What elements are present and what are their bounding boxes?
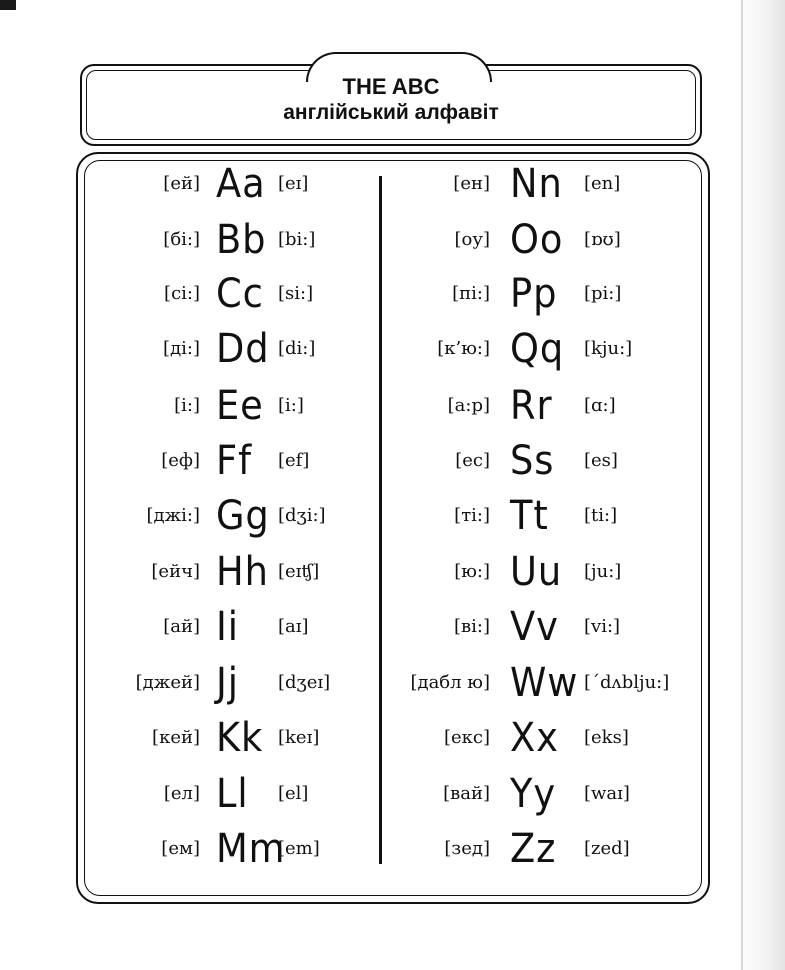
letter-glyphs: Rr [510,383,553,429]
letter-glyphs: Ff [216,438,252,484]
letter-glyphs: Uu [510,549,563,595]
english-transcription-text: [dʒi:] [278,505,326,526]
english-transcription-text: [ef] [278,450,310,471]
ukrainian-transcription [0,384,490,428]
ukrainian-transcription [0,605,490,649]
ukrainian-transcription [0,439,490,483]
english-transcription-text: [waɪ] [584,783,630,804]
letter-glyphs: Aa [216,161,266,207]
ukrainian-transcription [0,716,490,760]
letter-glyphs: Ii [216,604,239,650]
english-transcription-text: [kju:] [584,338,633,359]
ukrainian-transcription [0,327,490,371]
english-transcription-text: [eks] [584,727,629,748]
english-transcription-text: [bi:] [278,229,316,250]
page-edge-shadow [736,0,785,970]
ukrainian-transcription-text: [ем] [161,838,200,859]
ukrainian-transcription [0,661,490,705]
scan-corner-mark [0,0,16,10]
page-subtitle: англійський алфавіт [283,101,499,124]
letter-glyphs: Vv [510,604,559,650]
ukrainian-transcription-text: [ел] [163,783,200,804]
letter-glyphs: Oo [510,217,564,263]
letter-glyphs: Kk [216,715,264,761]
ukrainian-transcription-text: [ес] [455,450,490,471]
letter-glyphs: Nn [510,161,563,207]
english-transcription-text: [eɪʧ] [278,561,320,582]
english-transcription-text: [eɪ] [278,173,309,194]
letter-glyphs: Ee [216,383,264,429]
ukrainian-transcription-text: [кей] [152,727,200,748]
english-transcription-text: [dʒeɪ] [278,672,331,693]
english-transcription-text: [el] [278,783,309,804]
english-transcription-text: [vi:] [584,616,621,637]
page-edge-line [741,0,743,970]
ukrainian-transcription-text: [і:] [174,395,200,416]
letter-glyphs: Pp [510,271,558,317]
ukrainian-transcription [0,772,490,816]
ukrainian-transcription-text: [бі:] [163,229,200,250]
letter-glyphs: Xx [510,715,559,761]
ukrainian-transcription-text: [а:р] [447,395,490,416]
english-transcription-text: [di:] [278,338,316,359]
english-transcription-text: [ti:] [584,505,618,526]
letter-glyphs: Hh [216,549,269,595]
ukrainian-transcription-text: [ейч] [151,561,200,582]
english-transcription-text: [si:] [278,283,314,304]
ukrainian-transcription-text: [екс] [443,727,490,748]
ukrainian-transcription-text: [к’ю:] [437,338,490,359]
letter-glyphs: Ss [510,438,555,484]
ukrainian-transcription-text: [вай] [443,783,490,804]
ukrainian-transcription [0,550,490,594]
page-title-block [80,74,702,126]
ukrainian-transcription [0,218,490,262]
ukrainian-transcription [0,494,490,538]
english-transcription-text: [em] [278,838,320,859]
english-transcription-text: [pi:] [584,283,622,304]
ukrainian-transcription-text: [ді:] [163,338,200,359]
english-transcription-text: [ˊdʌblju:] [584,672,670,693]
english-transcription-text: [ju:] [584,561,622,582]
ukrainian-transcription-text: [ей] [163,173,200,194]
ukrainian-transcription-text: [еф] [161,450,200,471]
ukrainian-transcription [0,272,490,316]
english-transcription-text: [ɒʊ] [584,229,621,250]
letter-glyphs: Ll [216,771,249,817]
letter-glyphs: Cc [216,271,264,317]
ukrainian-transcription-text: [ві:] [454,616,490,637]
letter-glyphs: Jj [216,660,239,706]
letter-glyphs: Bb [216,217,267,263]
letter-glyphs: Dd [216,326,270,372]
english-transcription-text: [aɪ] [278,616,309,637]
ukrainian-transcription-text: [джей] [135,672,200,693]
english-transcription-text: [en] [584,173,621,194]
letter-glyphs: Qq [510,326,565,372]
ukrainian-transcription-text: [ай] [163,616,200,637]
letter-glyphs: Zz [510,826,557,872]
english-transcription-text: [zed] [584,838,630,859]
english-transcription-text: [i:] [278,395,304,416]
letter-glyphs: Gg [216,493,270,539]
ukrainian-transcription-text: [сі:] [164,283,200,304]
english-transcription-text: [keɪ] [278,727,320,748]
ukrainian-transcription-text: [ю:] [454,561,490,582]
ukrainian-transcription-text: [оу] [454,229,490,250]
ukrainian-transcription-text: [пі:] [452,283,490,304]
ukrainian-transcription-text: [дабл ю] [410,672,490,693]
ukrainian-transcription [0,827,490,871]
letter-glyphs: Ww [510,660,579,706]
ukrainian-transcription-text: [ті:] [454,505,490,526]
letter-glyphs: Mm [216,826,286,872]
page-title: THE ABC [342,74,440,99]
letter-glyphs: Tt [510,493,549,539]
ukrainian-transcription-text: [зед] [444,838,490,859]
ukrainian-transcription [0,162,490,206]
ukrainian-transcription-text: [джі:] [146,505,200,526]
english-transcription-text: [es] [584,450,618,471]
english-transcription-text: [ɑ:] [584,395,616,416]
ukrainian-transcription-text: [ен] [453,173,490,194]
letter-glyphs: Yy [510,771,557,817]
